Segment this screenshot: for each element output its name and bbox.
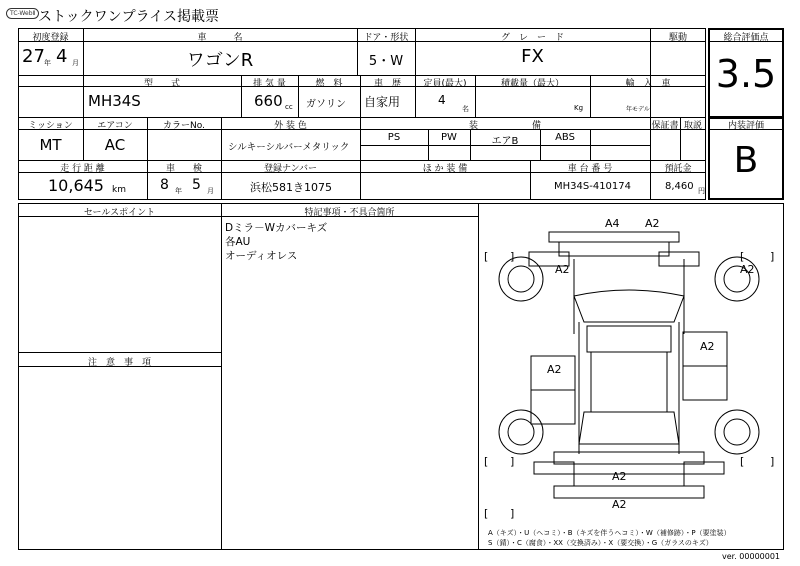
plate: 浜松581き1075 [250,181,332,194]
label-first-reg: 初度登録 [32,33,69,43]
label-load: 積載量（最大） [500,79,564,89]
capacity-unit: 名 [462,105,469,113]
remark-2: 各AU [225,236,251,248]
displacement-unit: cc [285,103,293,111]
label-sales-point: セールスポイント [83,208,156,218]
wheel-rear-right [715,410,759,454]
legend-line-2: S（錆）・C（腐食）・XX（交換済み）・X（要交換）・G（ガラスのキズ） [488,539,713,547]
rear-hatch [554,452,704,464]
model: MH34S [88,92,141,110]
insp-year: 8 [160,177,169,193]
damage-mark: A2 [547,363,562,376]
label-warranty: 保証書 [651,121,679,131]
equip-airbag: エアB [491,136,519,147]
history: 自家用 [364,95,401,109]
label-capacity: 定員(最大) [423,79,467,89]
front-grille [559,242,669,256]
price: 8,460 [665,181,694,192]
label-grade: グ レ ー ド [500,33,564,43]
mileage-unit: km [112,185,126,195]
windshield [574,290,684,322]
insp-month-unit: 月 [207,187,214,195]
label-manual: 取説 [683,121,702,131]
rear-bumper [554,486,704,498]
load-unit: Kg [574,104,584,112]
equip-pw: PW [441,132,457,143]
label-history: 車 歴 [373,79,401,89]
year-unit: 年 [44,59,51,67]
damage-mark: A2 [555,263,570,276]
damage-mark: A4 [605,217,620,230]
front-bumper [549,232,679,242]
capacity: 4 [438,93,446,107]
label-equipment: 装 備 [468,121,541,131]
equip-ps: PS [387,132,401,143]
overall-grade: 3.5 [715,52,777,96]
page-title: ストックワンプライス掲載票 [38,9,220,25]
interior-grade: B [733,140,759,181]
label-drive: 駆動 [668,33,687,43]
remark-3: オーディオレス [225,250,298,262]
label-car-name: 車 名 [197,33,243,43]
import-model-label: 年モデル [626,106,650,113]
label-fuel: 燃 料 [315,79,343,89]
mileage: 10,645 [48,176,104,195]
wheel-rear-left [499,410,543,454]
first-reg-year: 27 [22,46,45,67]
roof-front [587,326,671,352]
equip-abs: ABS [555,132,575,143]
displacement: 660 [254,92,283,110]
damage-mark: A2 [740,263,755,276]
label-displacement: 排 気 量 [253,79,286,89]
damage-mark: A2 [645,217,660,230]
label-mileage: 走 行 距 離 [60,164,105,174]
month-unit: 月 [72,59,79,67]
label-door-shape: ドア・形状 [363,33,409,43]
door-rear-left [531,390,575,424]
label-other-equipment: ほ か 装 備 [422,164,468,174]
label-ext-color: 外 装 色 [274,121,307,131]
car-damage-diagram [479,204,783,524]
roof-rear [591,352,667,412]
insp-year-unit: 年 [175,187,182,195]
damage-mark: A2 [612,498,627,511]
label-special-notes: 特記事項・不具合箇所 [304,208,395,218]
label-import: 輸 入 車 [625,79,671,89]
fenders [574,259,684,334]
version: ver. 00000001 [722,552,781,561]
damage-mark: A2 [700,340,715,353]
label-aircon: エアコン [97,121,133,131]
first-reg-month: 4 [56,46,68,67]
label-chassis-no: 車 台 番 号 [567,164,613,174]
label-plate: 登録ナンバー [264,164,317,174]
headlight-right [659,252,699,266]
aircon: AC [104,136,126,154]
insp-month: 5 [192,177,201,193]
label-model: 型 式 [143,79,180,89]
legend-line-1: A（キズ）・U（ヘコミ）・B（キズを伴うヘコミ）・W（補修跡）・P（要塗装） [488,529,731,537]
label-interior-grade: 内装評価 [727,121,764,131]
label-color-no: カラーNo. [163,121,205,131]
label-price: 預託金 [664,164,692,174]
fuel: ガソリン [306,99,346,110]
damage-mark: A2 [612,470,627,483]
price-unit: 円 [698,187,705,195]
rear-window [579,412,679,444]
grade: FX [521,46,544,67]
logo: TC-WebⅡ [6,8,39,19]
label-overall-grade: 総合評価点 [723,33,769,43]
chassis-no: MH34S-410174 [554,181,632,192]
ext-color: シルキーシルバーメタリック [228,142,350,153]
label-mission: ミッション [28,121,73,131]
door-rear-right [683,366,727,400]
remark-1: Dミラ－Wカバーキズ [225,222,328,234]
label-caution: 注 意 事 項 [87,358,151,368]
car-name: ワゴンR [186,50,254,71]
mission: MT [39,136,62,154]
door-shape: 5・W [368,54,404,69]
label-inspection: 車 検 [165,164,202,174]
wheel-front-left [499,257,543,301]
